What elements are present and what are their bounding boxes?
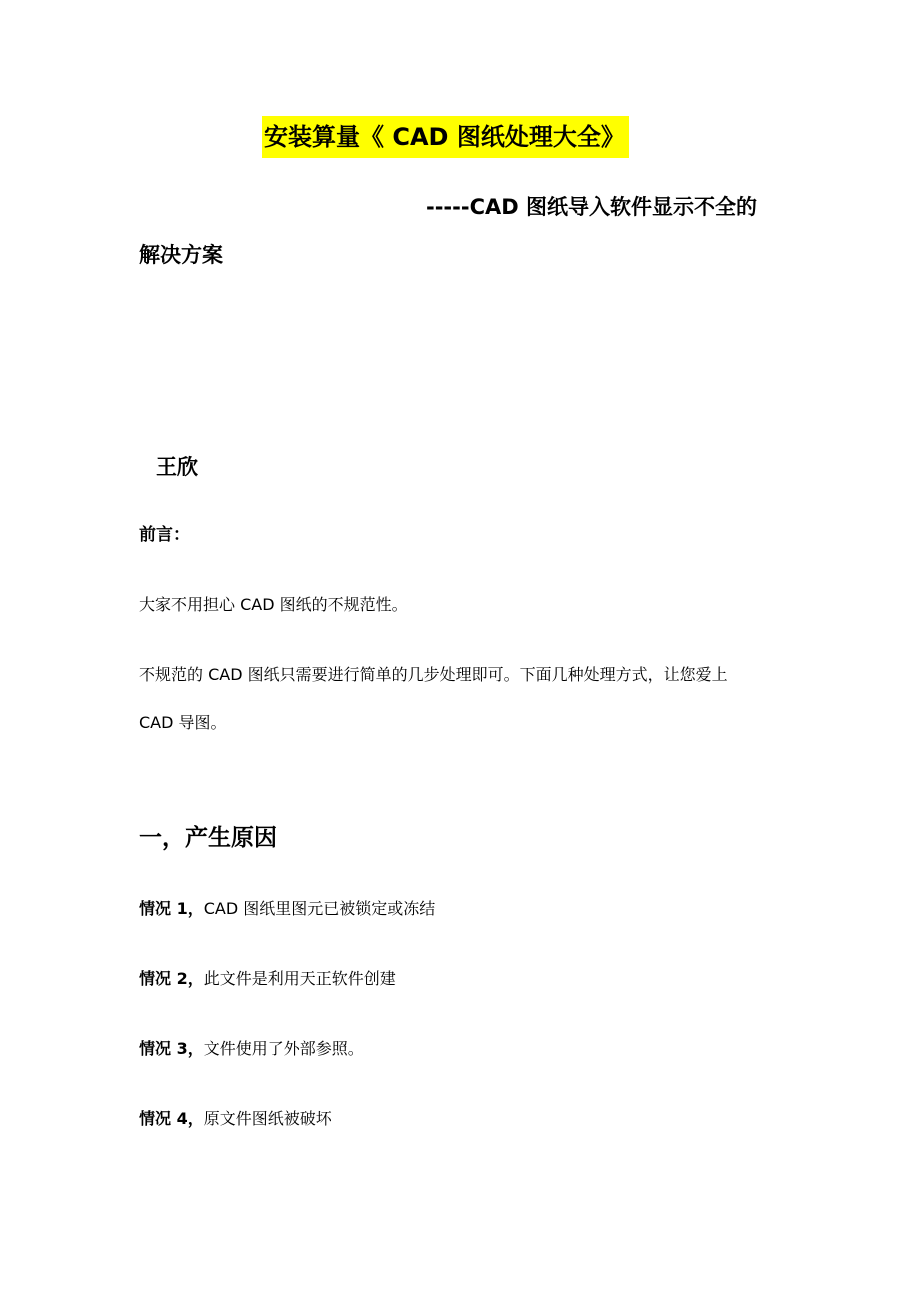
case-text: CAD 图纸里图元已被锁定或冻结 xyxy=(203,899,436,918)
document-subtitle: -----CAD 图纸导入软件显示不全的 xyxy=(426,195,757,219)
case-item xyxy=(139,1106,332,1132)
case-text: 文件使用了外部参照。 xyxy=(203,1039,364,1058)
preface-paragraph: CAD 导图。 xyxy=(139,713,227,732)
case-label: 情况 1， xyxy=(139,899,204,918)
case-label: 情况 3， xyxy=(139,1039,204,1058)
preface-heading: 前言： xyxy=(139,525,190,545)
case-label: 情况 2， xyxy=(139,969,204,988)
case-text: 原文件图纸被破坏 xyxy=(203,1109,332,1128)
document-title: 安装算量《 CAD 图纸处理大全》 xyxy=(262,116,629,158)
preface-paragraph: 不规范的 CAD 图纸只需要进行简单的几步处理即可。下面几种处理方式，让您爱上 xyxy=(139,665,728,684)
preface-paragraph: 大家不用担心 CAD 图纸的不规范性。 xyxy=(139,595,408,614)
case-item xyxy=(139,966,396,992)
case-item xyxy=(139,1036,364,1062)
document-subtitle-continued: 解决方案 xyxy=(139,243,223,267)
section-heading: 一，产生原因 xyxy=(139,825,277,851)
author-name: 王欣 xyxy=(156,455,198,479)
case-label: 情况 4， xyxy=(139,1109,204,1128)
case-item xyxy=(139,896,435,922)
case-text: 此文件是利用天正软件创建 xyxy=(203,969,396,988)
